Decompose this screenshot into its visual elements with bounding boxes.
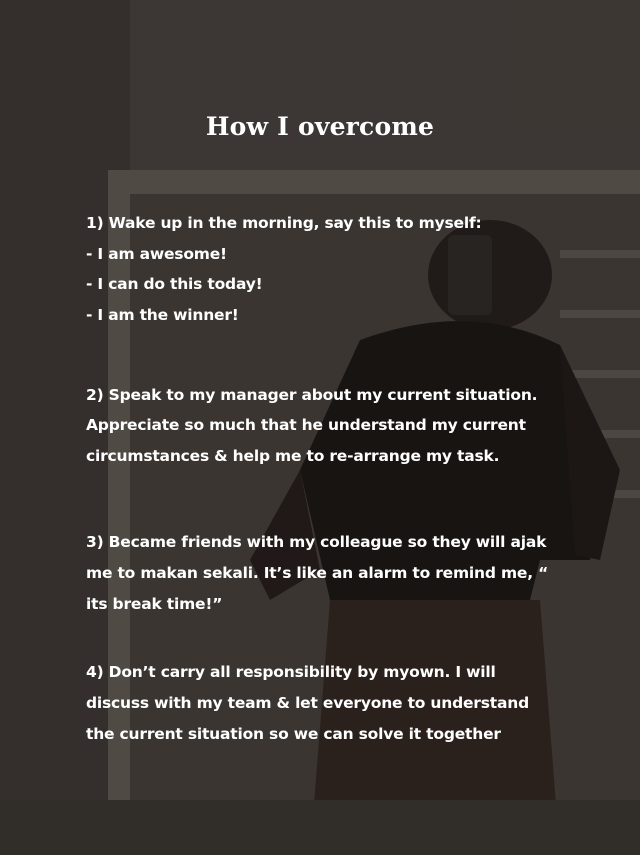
point-1-line-3: - I can do this today! (86, 275, 263, 293)
point-3-line-1: 3) Became friends with my colleague so they will ajak (86, 533, 547, 551)
point-1-line-2: - I am awesome! (86, 245, 227, 263)
point-4-line-2: discuss with my team & let everyone to understand (86, 694, 529, 712)
point-3-line-3: its break time!” (86, 595, 223, 613)
point-3-line-2: me to makan sekali. It’s like an alarm to remind me, “ (86, 564, 549, 582)
page-title: How I overcome (205, 112, 435, 141)
point-2-line-3: circumstances & help me to re-arrange my task. (86, 447, 500, 465)
point-1-line-4: - I am the winner! (86, 306, 239, 324)
point-2-line-1: 2) Speak to my manager about my current situation. (86, 386, 538, 404)
point-2-line-2: Appreciate so much that he understand my current (86, 416, 526, 434)
point-1-line-1: 1) Wake up in the morning, say this to myself: (86, 214, 482, 232)
point-4-line-3: the current situation so we can solve it together (86, 725, 501, 743)
point-4-line-1: 4) Don’t carry all responsibility by myown. I will (86, 663, 496, 681)
